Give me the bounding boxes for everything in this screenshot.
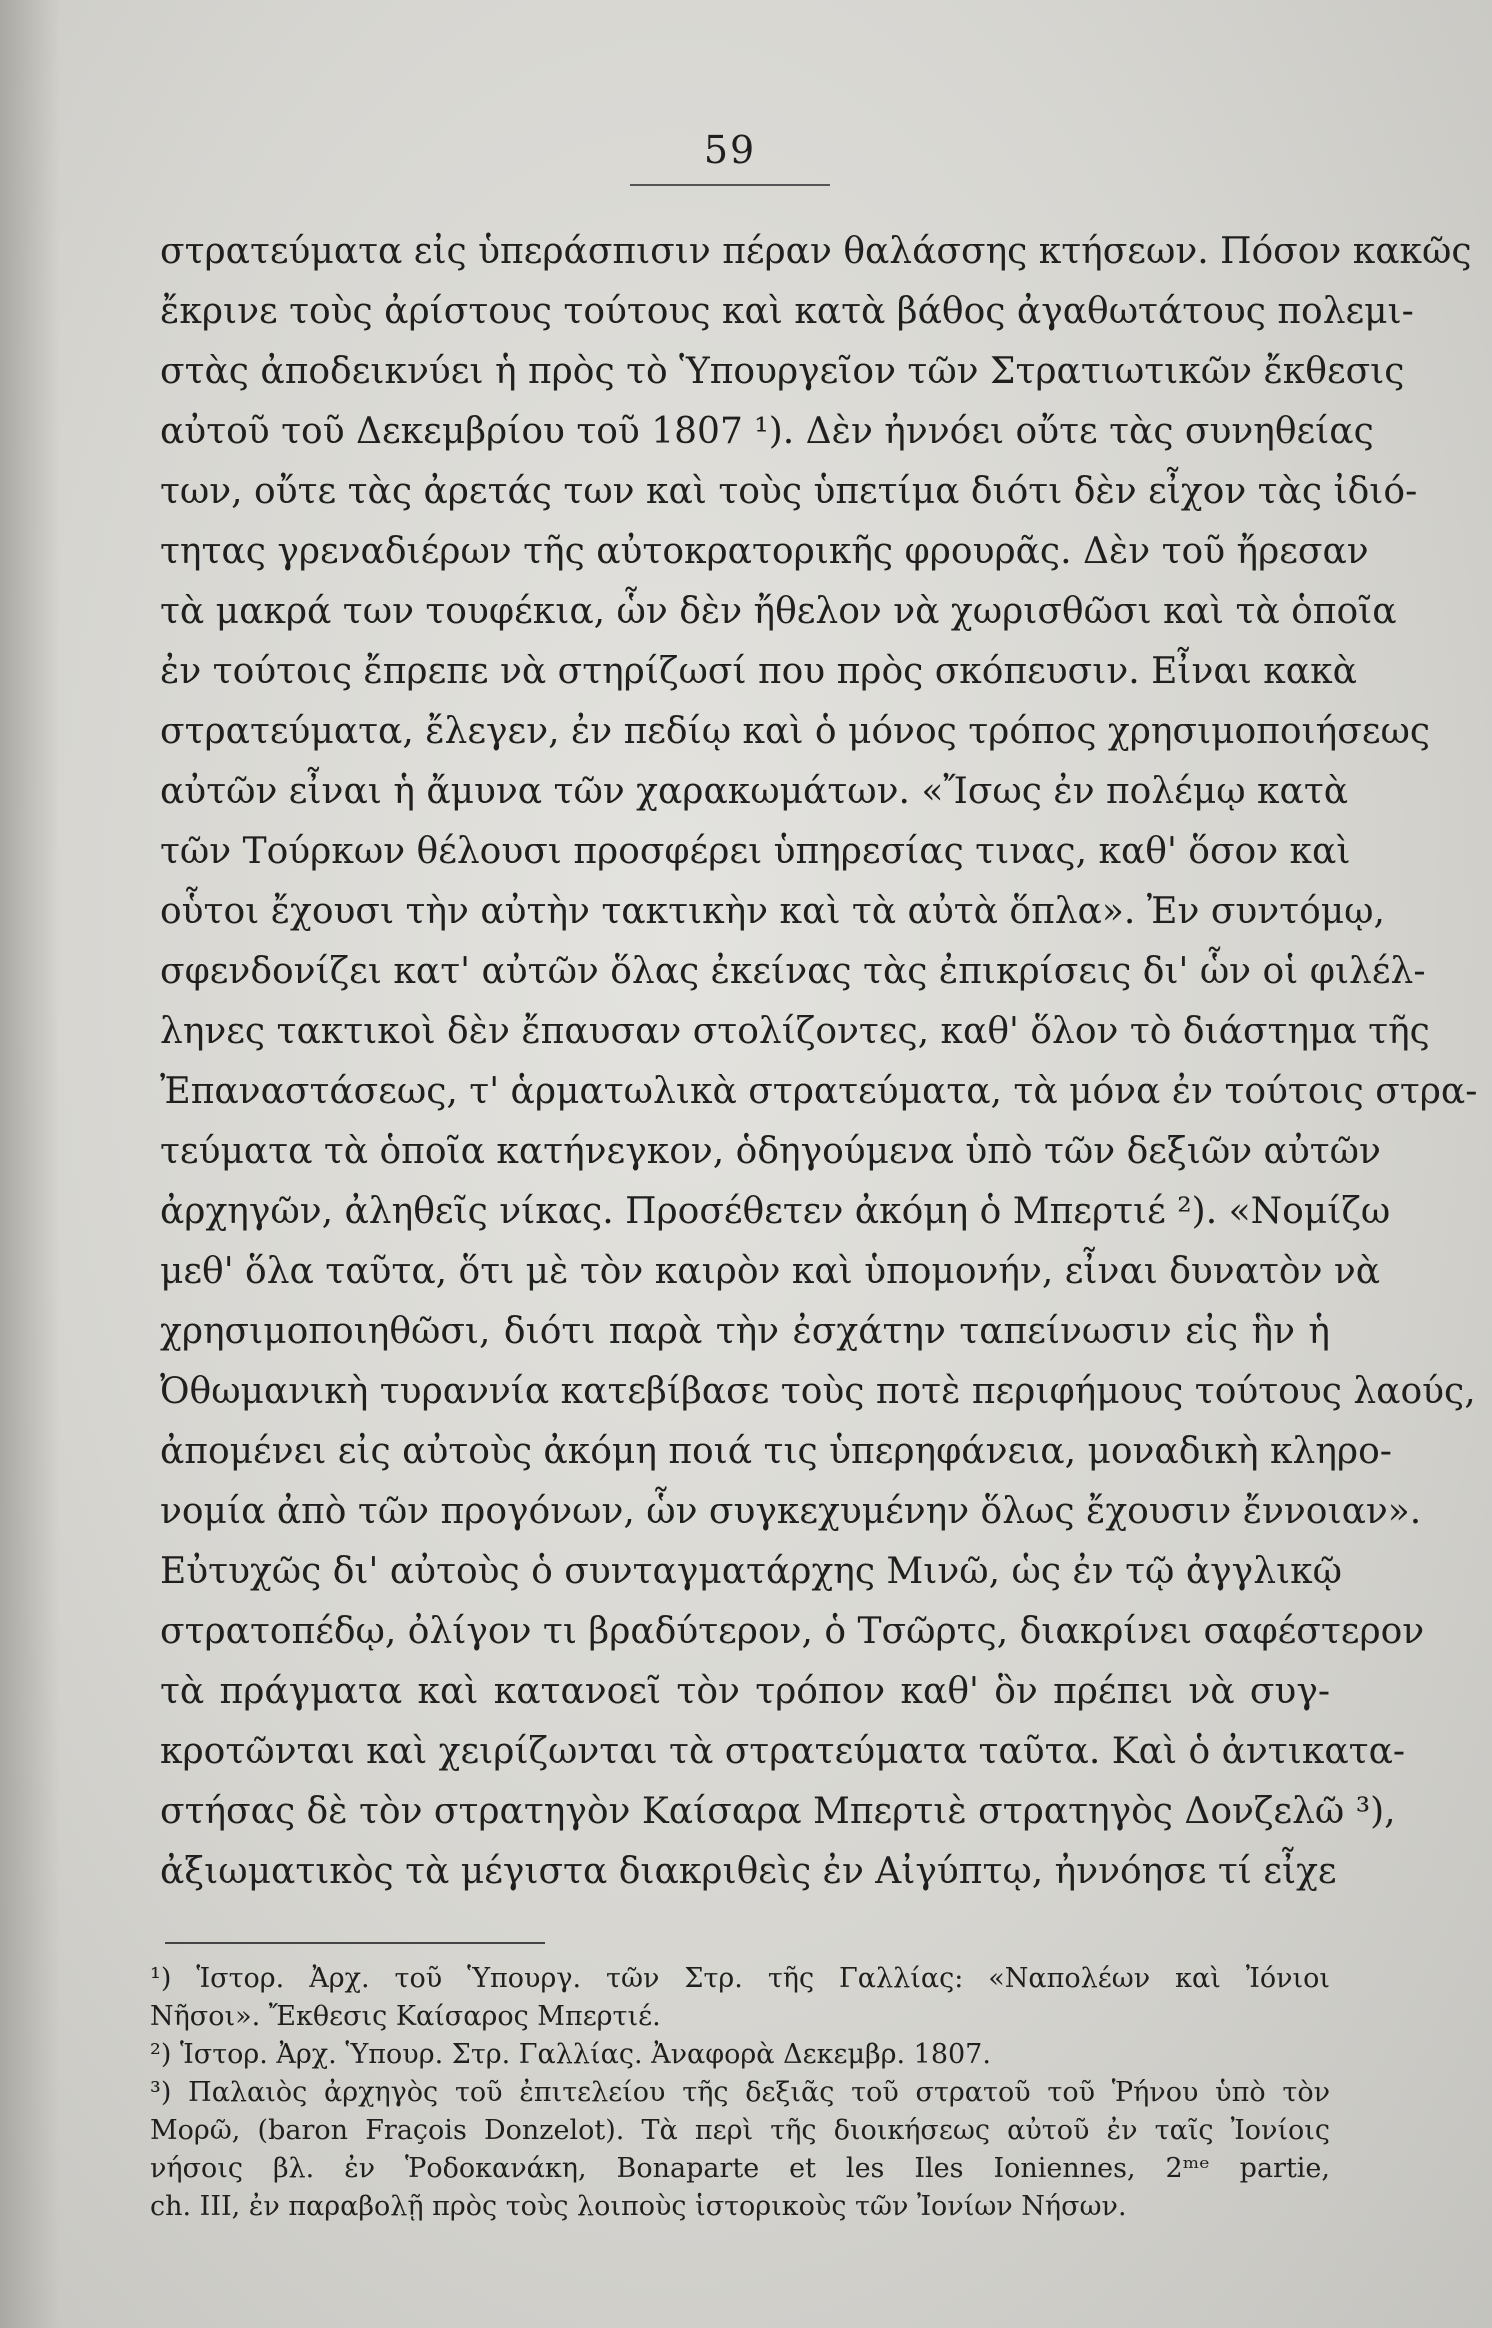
text-line: στήσας δὲ τὸν στρατηγὸν Καίσαρα Μπερτιὲ στρατηγὸς Δονζελῶ ³), <box>160 1791 1396 1832</box>
footnote-rule <box>165 1942 545 1944</box>
footnote-line: ²) Ἱστορ. Ἀρχ. Ὑπουρ. Στρ. Γαλλίας. Ἀναφορὰ Δεκεμβρ. 1807. <box>150 2039 991 2070</box>
text-line: σφενδονίζει κατ' αὐτῶν ὅλας ἐκείνας τὰς ἐπικρίσεις δι' ὧν οἱ φιλέλ- <box>160 951 1426 992</box>
text-line: τητας γρεναδιέρων τῆς αὐτοκρατορικῆς φρουρᾶς. Δὲν τοῦ ἤρεσαν <box>160 531 1369 572</box>
footnote-line: Μορῶ, (baron Fraçois Donzelot). Τὰ περὶ τῆς διοικήσεως αὐτοῦ ἐν ταῖς Ἰονίοις <box>150 2115 1330 2146</box>
footnotes <box>150 1960 1330 2226</box>
text-line: μεθ' ὅλα ταῦτα, ὅτι μὲ τὸν καιρὸν καὶ ὑπομονήν, εἶναι δυνατὸν νὰ <box>160 1251 1381 1292</box>
text-line: στρατοπέδῳ, ὀλίγον τι βραδύτερον, ὁ Τσῶρτς, διακρίνει σαφέστερον <box>160 1611 1425 1652</box>
text-line: τὰ πράγματα καὶ κατανοεῖ τὸν τρόπον καθ' ὃν πρέπει νὰ συγ- <box>160 1671 1330 1712</box>
text-line: Ὀθωμανικὴ τυραννία κατεβίβασε τοὺς ποτὲ περιφήμους τούτους λαούς, <box>160 1371 1476 1412</box>
footnote-line: ¹) Ἱστορ. Ἀρχ. τοῦ Ὑπουργ. τῶν Στρ. τῆς Γαλλίας: «Ναπολέων καὶ Ἰόνιοι <box>150 1963 1330 1994</box>
text-line: Ἐπαναστάσεως, τ' ἁρματωλικὰ στρατεύματα, τὰ μόνα ἐν τούτοις στρα- <box>160 1071 1478 1112</box>
text-line: τῶν Τούρκων θέλουσι προσφέρει ὑπηρεσίας τινας, καθ' ὅσον καὶ <box>160 831 1351 872</box>
text-line: αὐτοῦ τοῦ Δεκεμβρίου τοῦ 1807 ¹). Δὲν ἠννόει οὔτε τὰς συνηθείας <box>160 411 1374 452</box>
text-line: στὰς ἀποδεικνύει ἡ πρὸς τὸ Ὑπουργεῖον τῶν Στρατιωτικῶν ἔκθεσις <box>160 351 1405 392</box>
footnote-line: νήσοις βλ. ἐν Ῥοδοκανάκη, Bonaparte et les Iles Ioniennes, 2ᵐᵉ partie, <box>150 2153 1330 2184</box>
text-line: στρατεύματα, ἔλεγεν, ἐν πεδίῳ καὶ ὁ μόνος τρόπος χρησιμοποιήσεως <box>160 711 1430 752</box>
footnote-line: ³) Παλαιὸς ἀρχηγὸς τοῦ ἐπιτελείου τῆς δεξιᾶς τοῦ στρατοῦ τοῦ Ῥήνου ὑπὸ τὸν <box>150 2077 1330 2108</box>
text-line: των, οὔτε τὰς ἀρετάς των καὶ τοὺς ὑπετίμα διότι δὲν εἶχον τὰς ἰδιό- <box>160 471 1418 512</box>
text-line: κροτῶνται καὶ χειρίζωνται τὰ στρατεύματα ταῦτα. Καὶ ὁ ἀντικατα- <box>160 1731 1406 1772</box>
text-line: ἐν τούτοις ἔπρεπε νὰ στηρίζωσί που πρὸς σκόπευσιν. Εἶναι κακὰ <box>160 651 1357 692</box>
footnote-line: ch. III, ἐν παραβολῇ πρὸς τοὺς λοιποὺς ἱστορικοὺς τῶν Ἰονίων Νήσων. <box>150 2191 1127 2222</box>
text-line: αὐτῶν εἶναι ἡ ἄμυνα τῶν χαρακωμάτων. «Ἴσως ἐν πολέμῳ κατὰ <box>160 771 1349 812</box>
text-line: ἔκρινε τοὺς ἀρίστους τούτους καὶ κατὰ βάθος ἀγαθωτάτους πολεμι- <box>160 291 1414 332</box>
header-rule <box>630 184 830 186</box>
text-line: ἀρχηγῶν, ἀληθεῖς νίκας. Προσέθετεν ἀκόμη ὁ Μπερτιέ ²). «Νομίζω <box>160 1191 1391 1232</box>
text-line: στρατεύματα εἰς ὑπεράσπισιν πέραν θαλάσσης κτήσεων. Πόσον κακῶς <box>160 231 1472 272</box>
text-line: ἀξιωματικὸς τὰ μέγιστα διακριθεὶς ἐν Αἰγύπτῳ, ἠννόησε τί εἶχε <box>160 1851 1337 1892</box>
text-line: τεύματα τὰ ὁποῖα κατήνεγκον, ὁδηγούμενα ὑπὸ τῶν δεξιῶν αὐτῶν <box>160 1131 1381 1172</box>
text-line: τὰ μακρά των τουφέκια, ὧν δὲν ἤθελον νὰ χωρισθῶσι καὶ τὰ ὁποῖα <box>160 591 1397 632</box>
text-line: Εὐτυχῶς δι' αὐτοὺς ὁ συνταγματάρχης Μινῶ, ὡς ἐν τῷ ἀγγλικῷ <box>160 1551 1342 1592</box>
text-line: νομία ἀπὸ τῶν προγόνων, ὧν συγκεχυμένην ὅλως ἔχουσιν ἔννοιαν». <box>160 1491 1422 1532</box>
text-line: οὗτοι ἔχουσι τὴν αὐτὴν τακτικὴν καὶ τὰ αὐτὰ ὅπλα». Ἐν συντόμῳ, <box>160 891 1385 932</box>
text-line: χρησιμοποιηθῶσι, διότι παρὰ τὴν ἐσχάτην ταπείνωσιν εἰς ἣν ἡ <box>160 1311 1330 1352</box>
main-text <box>160 222 1478 1902</box>
text-line: ληνες τακτικοὶ δὲν ἔπαυσαν στολίζοντες, καθ' ὅλον τὸ διάστημα τῆς <box>160 1011 1430 1052</box>
page-number: 59 <box>703 128 757 172</box>
page-spine-shadow <box>0 0 60 2328</box>
footnote-line: Νῆσοι». Ἔκθεσις Καίσαρος Μπερτιέ. <box>150 2001 661 2032</box>
text-line: ἀπομένει εἰς αὐτοὺς ἀκόμη ποιά τις ὑπερηφάνεια, μοναδικὴ κληρο- <box>160 1431 1392 1472</box>
